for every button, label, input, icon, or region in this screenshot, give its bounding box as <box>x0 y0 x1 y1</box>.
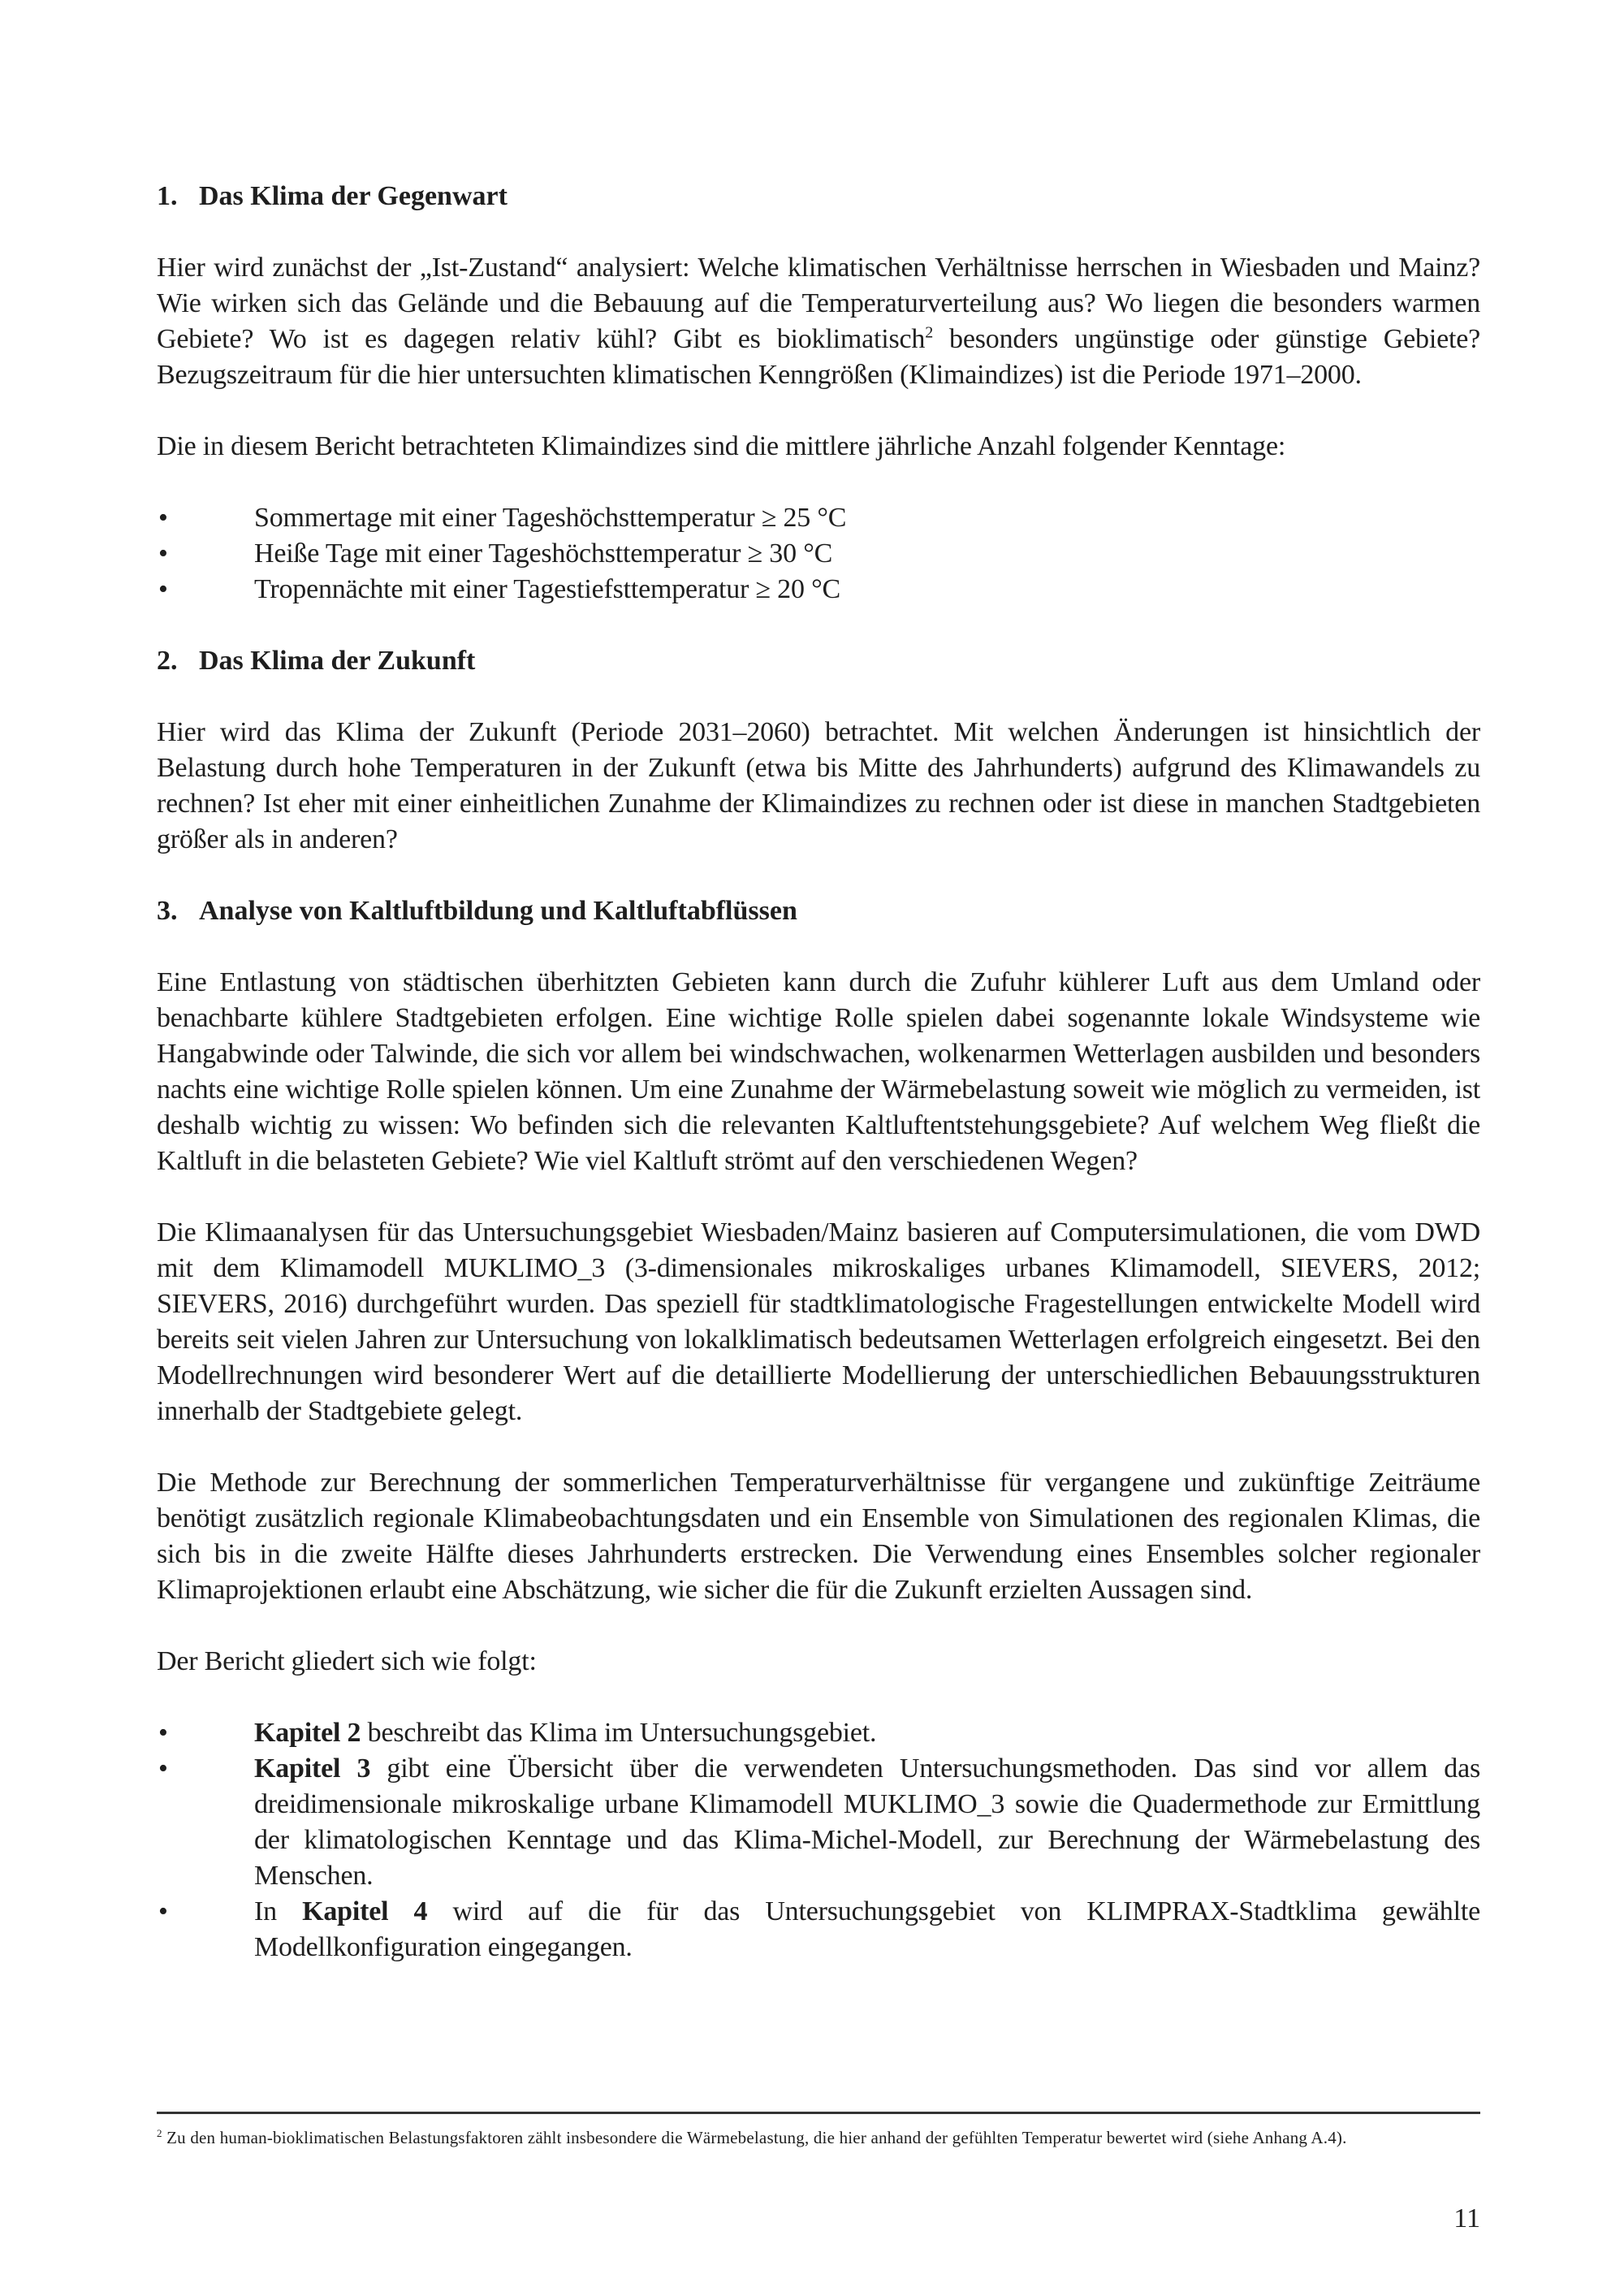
paragraph: Hier wird zunächst der „Ist-Zustand“ analysiert: Welche klimatischen Verhältnisse herrschen in Wiesbaden und Mainz? Wie wirken sich das Gelände und die Bebauung auf die Temperaturverteilung aus? Wo liegen die besonders warmen Gebiete? Wo ist es dagegen relativ kühl? Gibt es bioklimatisch$^2$ besonders ungünstige oder günstige Gebiete? Bezugszeitraum für die hier untersuchten klimatischen Kenngrößen (Klimaindizes) ist die Periode 1971–2000. <box>157 253 1480 390</box>
paragraph: Hier wird das Klima der Zukunft (Periode 2031–2060) betrachtet. Mit welchen Änderungen ist hinsichtlich der Belastung durch hohe Temperaturen in der Zukunft (etwa bis Mitte des Jahrhunderts) aufgrund des Klimawandels zu rechnen? Ist eher mit einer einheitlichen Zunahme der Klimaindizes zu rechnen oder ist diese in manchen Stadtgebieten größer als in anderen? <box>157 717 1480 854</box>
page-body <box>157 179 1480 2001</box>
paragraph: Die in diesem Bericht betrachteten Klimaindizes sind die mittlere jährliche Anzahl folgender Kenntage: <box>157 431 1286 461</box>
list-item: • Kapitel 2 beschreibt das Klima im Untersuchungsgebiet. <box>157 1715 1480 1751</box>
footnote-text: Zu den human-bioklimatischen Belastungsfaktoren zählt insbesondere die Wärmebelastung, die hier anhand der gefühlten Temperatur bewertet wird (siehe Anhang A.4). <box>162 2128 1347 2147</box>
page-number: 11 <box>1453 2203 1480 2233</box>
kenntage-list <box>157 500 1480 608</box>
footnote-divider <box>157 2112 1480 2114</box>
paragraph: Der Bericht gliedert sich wie folgt: <box>157 1646 537 1676</box>
bullet-icon: • <box>158 503 168 533</box>
section-number: 1. <box>157 181 178 211</box>
footnote-reference: 2 <box>925 323 934 342</box>
bullet-icon: • <box>158 1896 168 1926</box>
bullet-icon: • <box>158 1753 168 1784</box>
report-outline-list <box>157 1715 1480 1965</box>
footnote <box>157 2121 1480 2150</box>
paragraph: Die Klimaanalysen für das Untersuchungsgebiet Wiesbaden/Mainz basieren auf Computersimulationen, die vom DWD mit dem Klimamodell MUKLIMO_3 (3-dimensionales mikroskaliges urbanes Klimamodell, SIEVERS, 2012; SIEVERS, 2016) durchgeführt wurden. Das speziell für stadtklimatologische Fragestellungen entwickelte Modell wird bereits seit vielen Jahren zur Untersuchung von lokalklimatisch bedeutsamen Wetterlagen erfolgreich eingesetzt. Bei den Modellrechnungen wird besonderer Wert auf die detaillierte Modellierung der unterschiedlichen Bebauungsstrukturen innerhalb der Stadtgebiete gelegt. <box>157 1217 1480 1426</box>
list-item: • Heiße Tage mit einer Tageshöchsttemperatur ≥ 30 °C <box>157 536 1480 572</box>
paragraph: Eine Entlastung von städtischen überhitzten Gebieten kann durch die Zufuhr kühlerer Luft aus dem Umland oder benachbarte kühlere Stadtgebieten erfolgen. Eine wichtige Rolle spielen dabei sogenannte lokale Windsysteme wie Hangabwinde oder Talwinde, die sich vor allem bei windschwachen, wolkenarmen Wetterlagen ausbilden und besonders nachts eine wichtige Rolle spielen können. Um eine Zunahme der Wärmebelastung soweit wie möglich zu vermeiden, ist deshalb wichtig zu wissen: Wo befinden sich die relevanten Kaltluftentstehungsgebiete? Auf welchem Weg fließt die Kaltluft in die belasteten Gebiete? Wie viel Kaltluft strömt auf den verschiedenen Wegen? <box>157 967 1480 1176</box>
section-heading-2 <box>157 643 1480 679</box>
bullet-icon: • <box>158 538 168 569</box>
list-item: • Tropennächte mit einer Tagestiefsttemperatur ≥ 20 °C <box>157 572 1480 608</box>
list-item: • In Kapitel 4 wird auf die für das Untersuchungsgebiet von KLIMPRAX-Stadtklima gewählte Modellkonfiguration eingegangen. <box>157 1894 1480 1965</box>
section-heading-3 <box>157 893 1480 929</box>
list-item: • Sommertage mit einer Tageshöchsttemperatur ≥ 25 °C <box>157 500 1480 536</box>
section-number: 3. <box>157 896 178 926</box>
section-title: Analyse von Kaltluftbildung und Kaltluftabflüssen <box>199 896 797 926</box>
bullet-icon: • <box>158 1718 168 1748</box>
section-title: Das Klima der Zukunft <box>199 646 476 676</box>
section-heading-1 <box>157 179 1480 214</box>
paragraph: Die Methode zur Berechnung der sommerlichen Temperaturverhältnisse für vergangene und zukünftige Zeiträume benötigt zusätzlich regionale Klimabeobachtungsdaten und ein Ensemble von Simulationen des regionalen Klimas, die sich bis in die zweite Hälfte dieses Jahrhunderts erstrecken. Die Verwendung eines Ensembles solcher regionaler Klimaprojektionen erlaubt eine Abschätzung, wie sicher die für die Zukunft erzielten Aussagen sind. <box>157 1468 1480 1605</box>
section-number: 2. <box>157 646 178 676</box>
footnote-marker: 2 <box>157 2127 162 2139</box>
section-title: Das Klima der Gegenwart <box>199 181 508 211</box>
bullet-icon: • <box>158 574 168 604</box>
list-item: • Kapitel 3 gibt eine Übersicht über die verwendeten Untersuchungsmethoden. Das sind vor allem das dreidimensionale mikroskalige urbane Klimamodell MUKLIMO_3 sowie die Quadermethode zur Ermittlung der klimatologischen Kenntage und das Klima-Michel-Modell, zur Berechnung der Wärmebelastung des Menschen. <box>157 1751 1480 1894</box>
